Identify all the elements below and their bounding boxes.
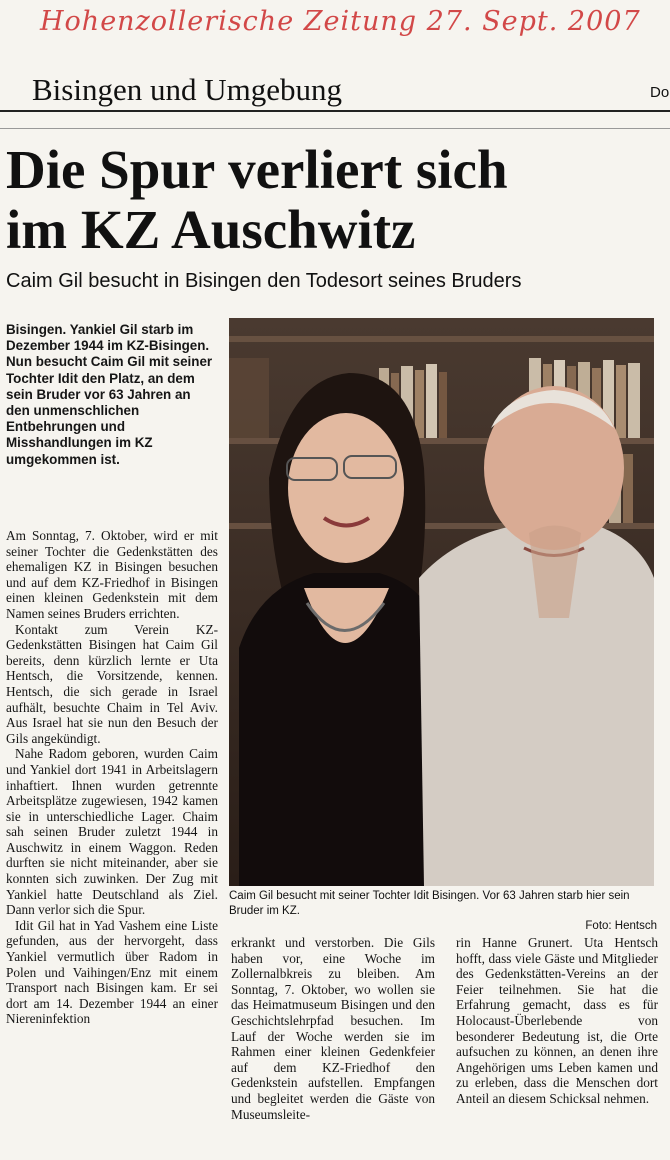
photo-credit: Foto: Hentsch — [585, 920, 657, 932]
article-lead: Bisingen. Yankiel Gil starb im Dezember 1944 im KZ-Bisingen. Nun besucht Caim Gil mit seiner Tochter Idit den Platz, an dem sein Bruder vor 63 Jahren an den unmenschlichen Entbehrungen und Misshandlungen im KZ umgekommen ist. — [6, 322, 213, 467]
paragraph: Idit Gil hat in Yad Vashem eine Liste gefunden, aus der hervorgeht, dass Yankiel vermutlich über Radom in Polen und Vaihingen/Enz mit einem Transport nach Bisingen kam. Er sei dort am 14. Dezember 1944 an einer Niereninfektion — [6, 917, 218, 1027]
paragraph: Kontakt zum Verein KZ-Gedenkstätten Bisingen hat Caim Gil bereits, denn kürzlich lernte er Uta Hentsch, die Vorsitzende, kennen. Hentsch, die sich gerade in Israel aufhält, besuchte Chaim in Tel Aviv. Aus Israel hat sie nun den Besuch der Gils angekündigt. — [6, 621, 218, 746]
paragraph: erkrankt und verstorben. Die Gils haben vor, eine Woche im Zollernalbkreis zu bleiben. Am Sonntag, 7. Oktober, wo wollen sie das Heimatmuseum Bisingen und den Geschichtslehrpfad besuchen. Im Lauf der Woche werden sie im Rahmen einer kleinen Gedenkfeier auf dem KZ-Friedhof den Gedenkstein aufstellen. Empfangen und begleitet werden die Gäste von Museumsleite- — [231, 935, 435, 1122]
section-title: Bisingen und Umgebung — [32, 72, 342, 107]
article-headline — [6, 140, 646, 260]
headline-line-1: Die Spur verliert sich — [6, 139, 508, 200]
article-column-2 — [231, 935, 435, 1122]
paragraph: Nahe Radom geboren, wurden Caim und Yankiel dort 1941 in Arbeitslagern inhaftiert. Ihnen wurden getrennte Arbeitsplätze zugewiesen, 1942 kamen sie in unterschiedliche Lager. Chaim sah seinen Bruder zuletzt 1944 in Auschwitz in einem Waggon. Reden durften sie nicht miteinander, aber sie konnten sich zuwinken. Der Zug mit Yankiel hatte Deutschland als Ziel. Dann verlor sich die Spur. — [6, 746, 218, 918]
section-rule-thin — [0, 128, 670, 129]
paragraph: Am Sonntag, 7. Oktober, wird er mit seiner Tochter die Gedenkstätten des ehemaligen KZ in Bisingen besuchen und auf dem KZ-Friedhof in Bisingen einen kleinen Gedenkstein mit dem Namen seines Bruders errichten. — [6, 528, 218, 621]
article-column-1 — [6, 528, 218, 1027]
section-edge-fragment: Do — [650, 84, 670, 101]
caption-text: Caim Gil besucht mit seiner Tochter Idit Bisingen. Vor 63 Jahren starb hier sein Bruder im KZ. — [229, 890, 630, 917]
article-subheadline: Caim Gil besucht in Bisingen den Todesort seines Bruders — [6, 270, 522, 292]
paragraph: rin Hanne Grunert. Uta Hentsch hofft, dass viele Gäste und Mitglieder des Gedenkstätten-Vereins an der Feier teilnehmen. Sie hat die Erfahrung gemacht, dass es für Holocaust-Überlebende von besonderer Bedeutung ist, die Orte aufsuchen zu können, an denen ihre Angehörigen ums Leben kamen und zu erleben, dass die Menschen dort Anteil an diesem Schicksal nehmen. — [456, 935, 658, 1106]
photo-illustration — [229, 318, 654, 886]
photo-caption — [229, 889, 657, 934]
article-photo — [229, 318, 654, 886]
article-column-3 — [456, 935, 658, 1107]
handwritten-note: Hohenzollerische Zeitung 27. Sept. 2007 — [40, 6, 641, 37]
headline-line-2: im KZ Auschwitz — [6, 199, 416, 260]
section-rule — [0, 110, 670, 112]
